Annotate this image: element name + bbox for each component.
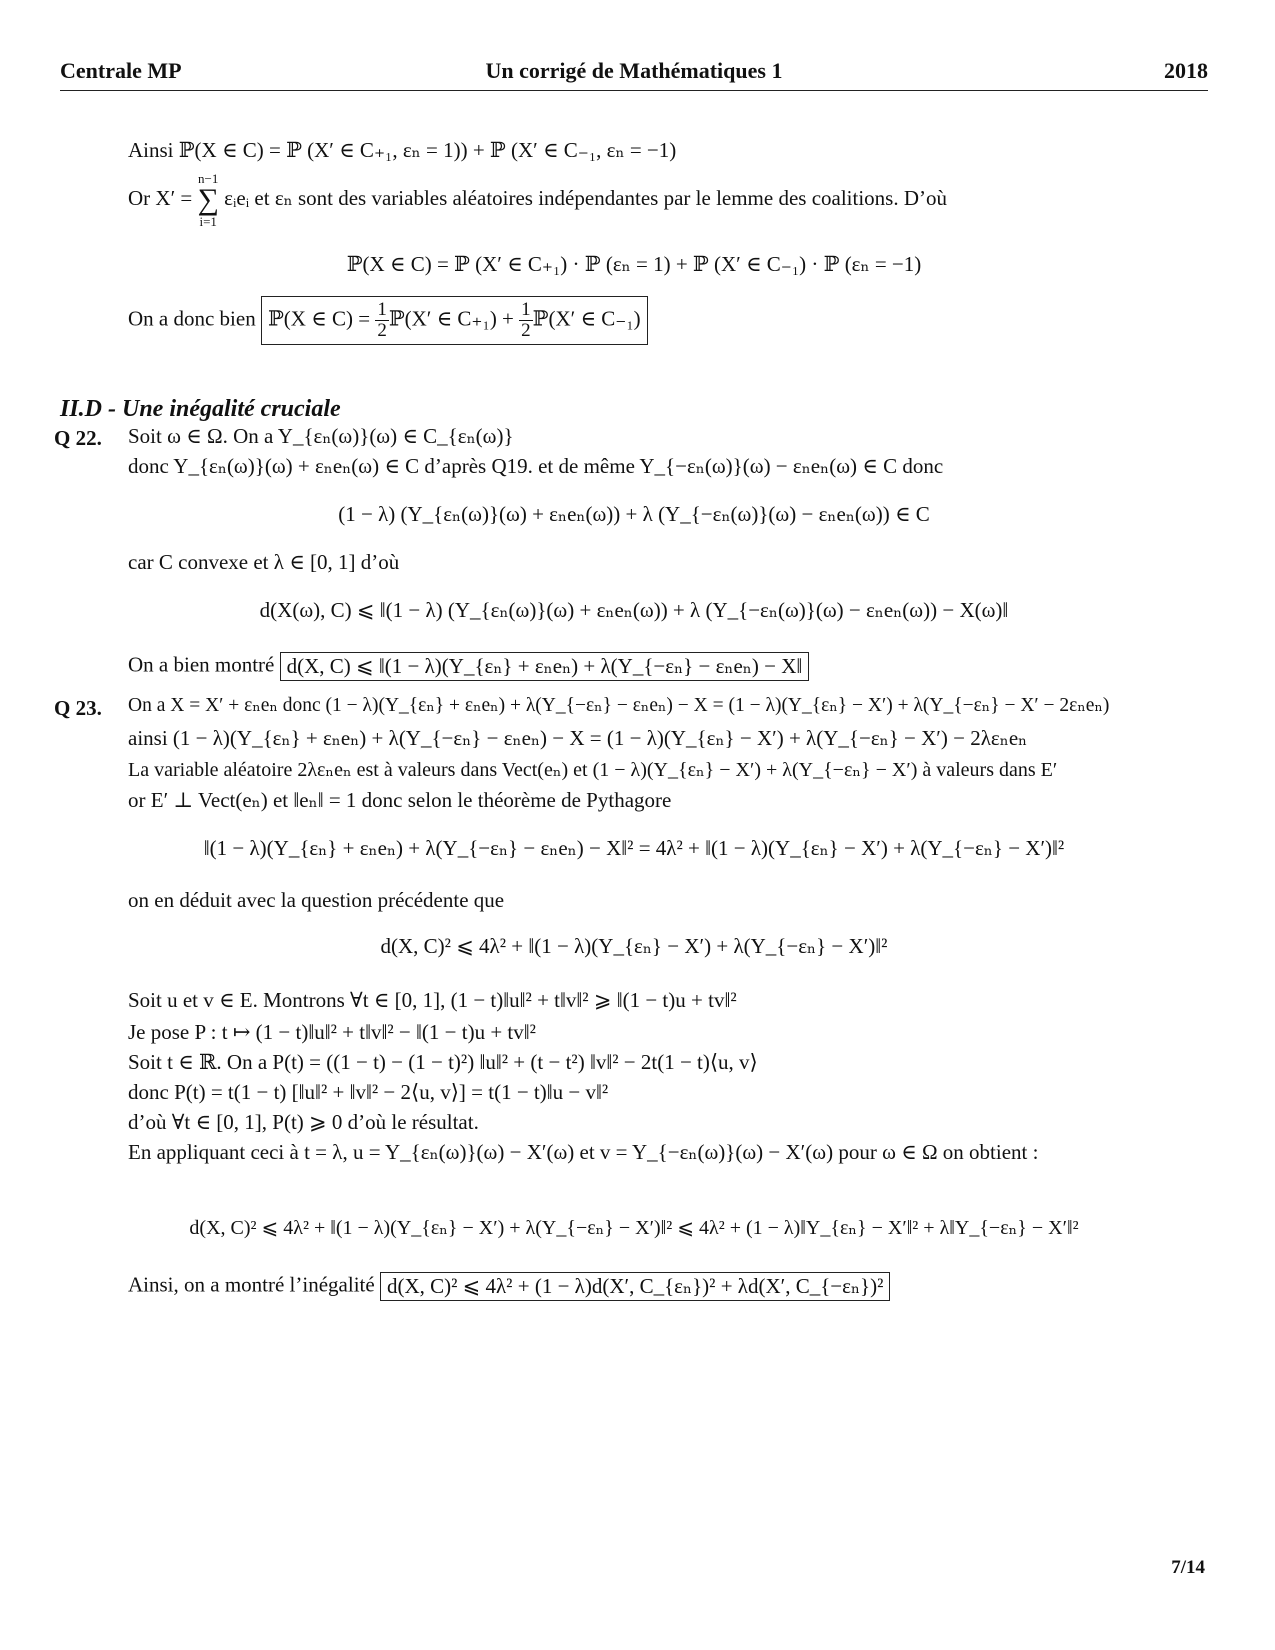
text-line: Soit ω ∈ Ω. On a Y_{εₙ(ω)}(ω) ∈ C_{εₙ(ω)} (128, 424, 514, 448)
display-equation: ℙ(X ∈ C) = ℙ (X′ ∈ C₊₁) · ℙ (εₙ = 1) + ℙ (X′ ∈ C₋₁) · ℙ (εₙ = −1) (346, 252, 922, 276)
sum-upper: n−1 (198, 171, 219, 186)
text-fragment: On a donc bien (128, 306, 256, 331)
text-line: Soit u et v ∈ E. Montrons ∀t ∈ [0, 1], (1 − t)‖u‖² + t‖v‖² ⩾ ‖(1 − t)u + tv‖² (128, 988, 737, 1012)
section-heading: II.D - Une inégalité cruciale (60, 396, 341, 422)
question-number: Q 23. (54, 696, 102, 720)
fraction (519, 300, 533, 341)
text-line: donc Y_{εₙ(ω)}(ω) + εₙeₙ(ω) ∈ C d’après Q19. et de même Y_{−εₙ(ω)}(ω) − εₙeₙ(ω) ∈ C donc (128, 454, 944, 478)
text-line: donc P(t) = t(1 − t) [‖u‖² + ‖v‖² − 2⟨u, v⟩] = t(1 − t)‖u − v‖² (128, 1080, 609, 1104)
boxed-result-line (128, 296, 648, 345)
numerator: 1 (521, 299, 531, 320)
denominator: 2 (377, 319, 387, 341)
boxed-result-line (128, 1272, 890, 1301)
text-line: ainsi (1 − λ)(Y_{εₙ} + εₙeₙ) + λ(Y_{−εₙ} − εₙeₙ) − X = (1 − λ)(Y_{εₙ} − X′) + λ(Y_{−εₙ} − X′) − 2λεₙeₙ (128, 726, 1028, 750)
sum-lower: i=1 (199, 214, 217, 229)
text-line-sum (128, 172, 947, 228)
text-line: on en déduit avec la question précédente que (128, 888, 505, 912)
text-line: Je pose P : t ↦ (1 − t)‖u‖² + t‖v‖² − ‖(1 − t)u + tv‖² (128, 1020, 536, 1044)
text-line: Ainsi ℙ(X ∈ C) = ℙ (X′ ∈ C₊₁, εₙ = 1)) + ℙ (X′ ∈ C₋₁, εₙ = −1) (128, 138, 677, 162)
denominator: 2 (521, 319, 531, 341)
boxed-result (261, 296, 648, 345)
text-line: Soit t ∈ ℝ. On a P(t) = ((1 − t) − (1 − t)²) ‖u‖² + (t − t²) ‖v‖² − 2t(1 − t)⟨u, v⟩ (128, 1050, 758, 1074)
numerator: 1 (377, 299, 387, 320)
text-fragment: Ainsi, on a montré l’inégalité (128, 1272, 375, 1297)
display-equation: d(X, C)² ⩽ 4λ² + ‖(1 − λ)(Y_{εₙ} − X′) + λ(Y_{−εₙ} − X′)‖² ⩽ 4λ² + (1 − λ)‖Y_{εₙ} − X′‖² + λ‖Y_{−εₙ} − X′‖² (189, 1217, 1079, 1239)
text-line: car C convexe et λ ∈ [0, 1] d’où (128, 550, 400, 574)
header-year: 2018 (1164, 58, 1208, 83)
text-line: d’où ∀t ∈ [0, 1], P(t) ⩾ 0 d’où le résultat. (128, 1110, 479, 1134)
boxed-result-line (128, 652, 809, 681)
formula-part: ℙ(X ∈ C) = (267, 306, 371, 331)
sum-symbol (198, 172, 219, 228)
text-line: or E′ ⊥ Vect(eₙ) et ‖eₙ‖ = 1 donc selon le théorème de Pythagore (128, 788, 672, 812)
display-equation: (1 − λ) (Y_{εₙ(ω)}(ω) + εₙeₙ(ω)) + λ (Y_{−εₙ(ω)}(ω) − εₙeₙ(ω)) ∈ C (338, 502, 930, 526)
header-left: Centrale MP (60, 58, 182, 83)
display-equation: ‖(1 − λ)(Y_{εₙ} + εₙeₙ) + λ(Y_{−εₙ} − εₙeₙ) − X‖² = 4λ² + ‖(1 − λ)(Y_{εₙ} − X′) + λ(Y_{−εₙ} − X′)‖² (203, 836, 1065, 860)
display-equation: d(X, C)² ⩽ 4λ² + ‖(1 − λ)(Y_{εₙ} − X′) + λ(Y_{−εₙ} − X′)‖² (380, 934, 888, 958)
boxed-result: d(X, C)² ⩽ 4λ² + (1 − λ)d(X′, C_{εₙ})² + λd(X′, C_{−εₙ})² (380, 1272, 890, 1301)
fraction (375, 300, 389, 341)
formula-part: ℙ(X′ ∈ C₋₁) (532, 306, 641, 331)
boxed-result: d(X, C) ⩽ ‖(1 − λ)(Y_{εₙ} + εₙeₙ) + λ(Y_{−εₙ} − εₙeₙ) − X‖ (280, 652, 810, 681)
sigma-icon: ∑ (197, 183, 219, 216)
text-line: En appliquant ceci à t = λ, u = Y_{εₙ(ω)}(ω) − X′(ω) et v = Y_{−εₙ(ω)}(ω) − X′(ω) pour ω ∈ Ω on obtient : (128, 1140, 1039, 1164)
text-fragment: On a bien montré (128, 652, 275, 677)
page-number: 7/14 (1171, 1557, 1205, 1578)
text-line: La variable aléatoire 2λεₙeₙ est à valeurs dans Vect(eₙ) et (1 − λ)(Y_{εₙ} − X′) + λ(Y_{−εₙ} − X′) à valeurs dans E′ (128, 759, 1058, 781)
header-title: Un corrigé de Mathématiques 1 (485, 58, 783, 83)
display-equation: d(X(ω), C) ⩽ ‖(1 − λ) (Y_{εₙ(ω)}(ω) + εₙeₙ(ω)) + λ (Y_{−εₙ(ω)}(ω) − εₙeₙ(ω)) − X(ω)‖ (259, 598, 1009, 622)
question-number: Q 22. (54, 426, 102, 450)
text-fragment: Or X′ = (128, 185, 193, 210)
text-line: On a X = X′ + εₙeₙ donc (1 − λ)(Y_{εₙ} + εₙeₙ) + λ(Y_{−εₙ} − εₙeₙ) − X = (1 − λ)(Y_{εₙ} − X′) + λ(Y_{−εₙ} − X′ − 2εₙeₙ) (128, 695, 1110, 716)
formula-part: ℙ(X′ ∈ C₊₁) + (388, 306, 514, 331)
page-header (60, 56, 1208, 91)
text-fragment: εᵢeᵢ et εₙ sont des variables aléatoires indépendantes par le lemme des coalitions. D’où (224, 185, 948, 210)
